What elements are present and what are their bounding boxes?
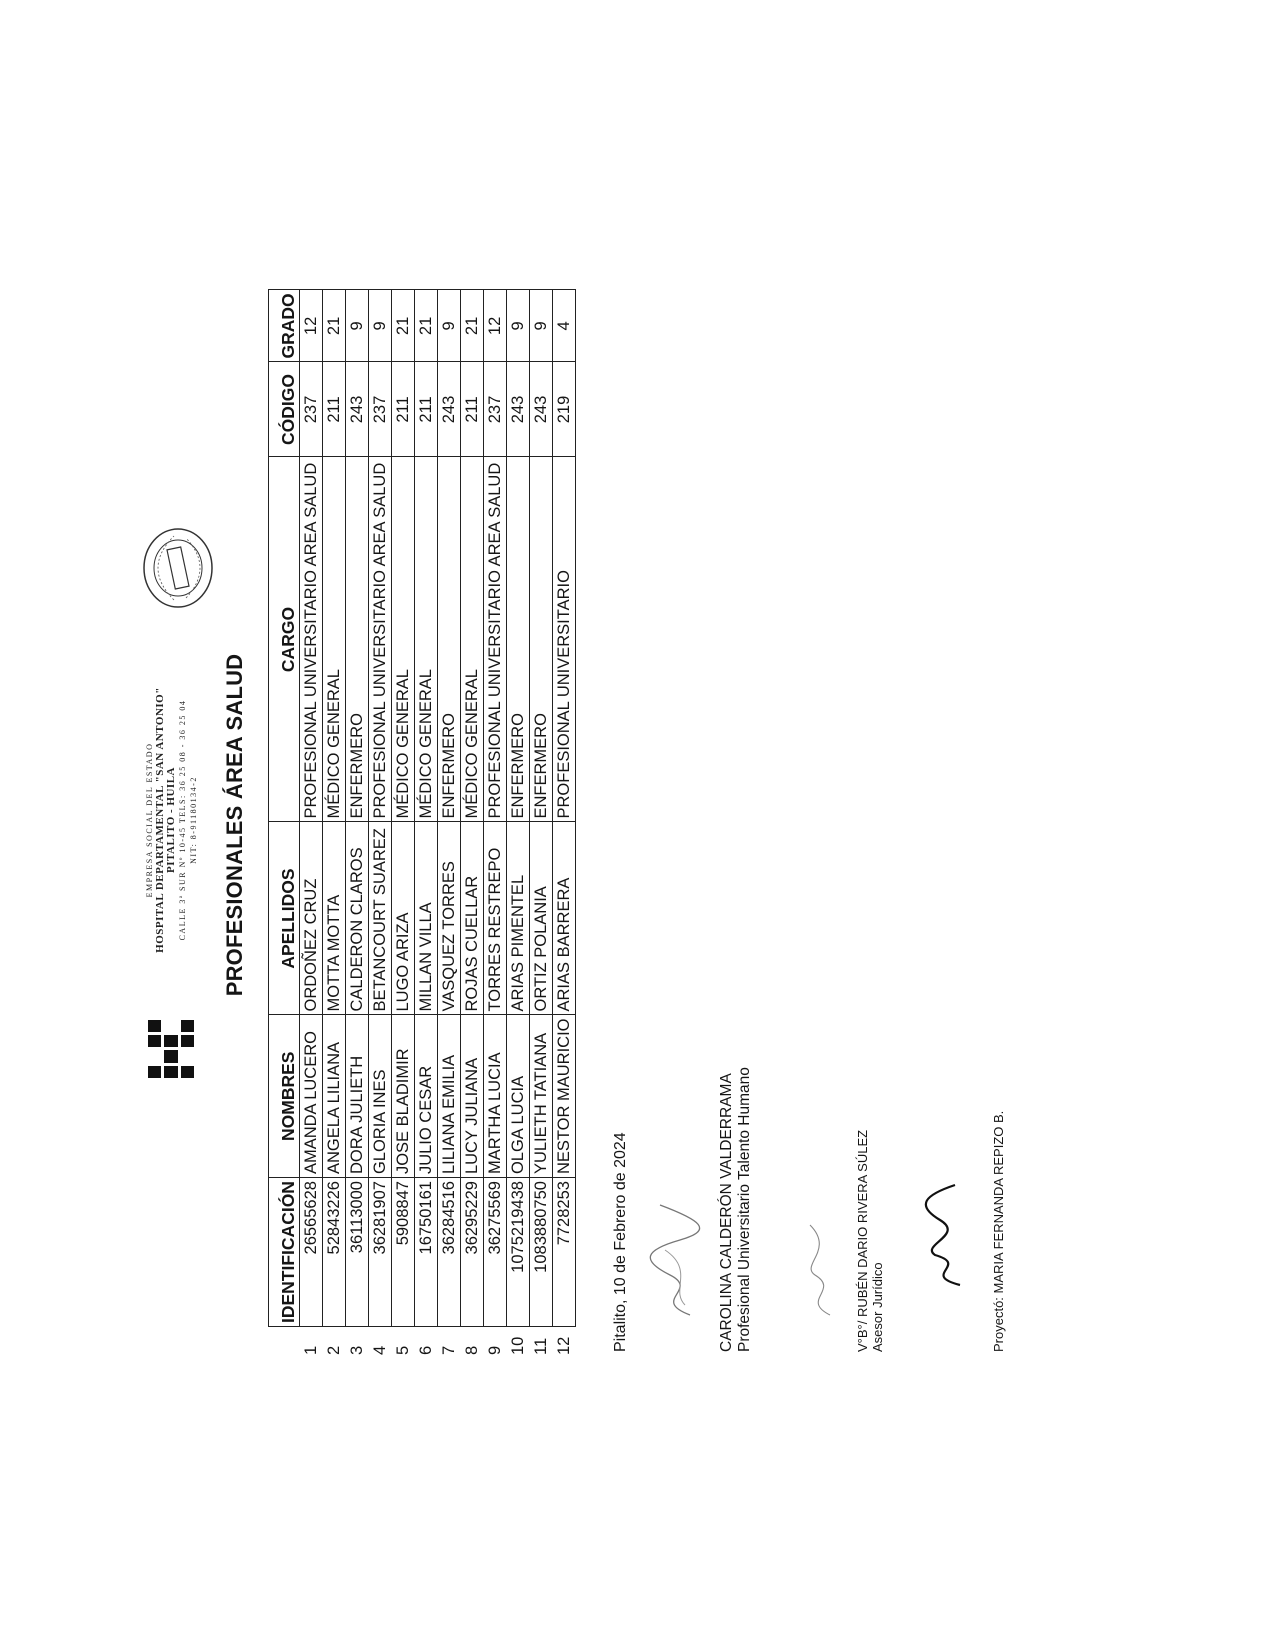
cell-codigo: 237 bbox=[484, 362, 507, 457]
cell-identificacion: 7728253 bbox=[553, 1178, 576, 1327]
cell-codigo: 211 bbox=[323, 362, 346, 457]
cell-grado: 21 bbox=[323, 290, 346, 362]
cell-grado: 4 bbox=[553, 290, 576, 362]
table-row bbox=[438, 290, 461, 1358]
row-number: 5 bbox=[393, 1345, 412, 1355]
document-header bbox=[140, 0, 220, 1650]
cell-grado: 12 bbox=[484, 290, 507, 362]
signature-maria-icon bbox=[915, 1180, 975, 1290]
reviewer-role: Asesor Jurídico bbox=[870, 1262, 885, 1352]
letterhead-line-2: HOSPITAL DEPARTAMENTAL "SAN ANTONIO" bbox=[154, 687, 166, 953]
cell-codigo: 237 bbox=[369, 362, 392, 457]
col-grado: GRADO bbox=[269, 290, 300, 362]
cell-apellidos: ORTIZ POLANIA bbox=[530, 822, 553, 1015]
row-number: 1 bbox=[301, 1345, 320, 1355]
cell-cargo: ENFERMERO bbox=[507, 457, 530, 822]
cell-grado: 9 bbox=[507, 290, 530, 362]
col-apellidos: APELLIDOS bbox=[269, 822, 300, 1015]
cell-grado: 21 bbox=[415, 290, 438, 362]
cell-cargo: PROFESIONAL UNIVERSITARIO bbox=[553, 457, 576, 822]
row-number: 3 bbox=[347, 1345, 366, 1355]
cell-identificacion: 52843226 bbox=[323, 1178, 346, 1327]
cell-nombres: NESTOR MAURICIO bbox=[553, 1015, 576, 1178]
signer-carolina bbox=[718, 1067, 754, 1352]
cell-cargo: ENFERMERO bbox=[530, 457, 553, 822]
cell-codigo: 243 bbox=[507, 362, 530, 457]
col-identificacion: IDENTIFICACIÓN bbox=[269, 1178, 300, 1327]
cell-apellidos: MOTTA MOTTA bbox=[323, 822, 346, 1015]
cell-nombres: MARTHA LUCIA bbox=[484, 1015, 507, 1178]
row-number: 2 bbox=[324, 1345, 343, 1355]
cell-apellidos: ARIAS BARRERA bbox=[553, 822, 576, 1015]
cell-cargo: ENFERMERO bbox=[438, 457, 461, 822]
hospital-letterhead bbox=[144, 630, 199, 1010]
table-row bbox=[553, 290, 576, 1358]
table-row bbox=[484, 290, 507, 1358]
cell-grado: 9 bbox=[438, 290, 461, 362]
row-number: 8 bbox=[462, 1345, 481, 1355]
seal-garantia-icon bbox=[140, 526, 216, 610]
cell-identificacion: 5908847 bbox=[392, 1178, 415, 1327]
document-title: PROFESIONALES ÁREA SALUD bbox=[222, 653, 247, 997]
cell-codigo: 237 bbox=[300, 362, 323, 457]
row-number: 7 bbox=[439, 1345, 458, 1355]
cell-grado: 9 bbox=[530, 290, 553, 362]
cell-grado: 21 bbox=[392, 290, 415, 362]
cell-identificacion: 1075219438 bbox=[507, 1178, 530, 1327]
signature-ruben-icon bbox=[790, 1220, 850, 1320]
row-number: 11 bbox=[531, 1337, 550, 1355]
cell-identificacion: 36275569 bbox=[484, 1178, 507, 1327]
letterhead-line-4: CALLE 3ª SUR Nº 10-45 TELS: 36 25 08 - 36 25 04 bbox=[178, 699, 187, 941]
place-date: Pitalito, 10 de Febrero de 2024 bbox=[612, 1132, 629, 1352]
cell-apellidos: TORRES RESTREPO bbox=[484, 822, 507, 1015]
cell-nombres: GLORIA INES bbox=[369, 1015, 392, 1178]
cell-codigo: 211 bbox=[461, 362, 484, 457]
cell-grado: 9 bbox=[369, 290, 392, 362]
cell-identificacion: 26565628 bbox=[300, 1178, 323, 1327]
cell-nombres: LILIANA EMILIA bbox=[438, 1015, 461, 1178]
cell-identificacion: 16750161 bbox=[415, 1178, 438, 1327]
cell-nombres: LUCY JULIANA bbox=[461, 1015, 484, 1178]
cell-cargo: PROFESIONAL UNIVERSITARIO AREA SALUD bbox=[369, 457, 392, 822]
letterhead-line-5: NIT: 8-91180134-2 bbox=[189, 776, 198, 864]
cell-cargo: MÉDICO GENERAL bbox=[461, 457, 484, 822]
cell-cargo: ENFERMERO bbox=[346, 457, 369, 822]
cell-apellidos: ORDOÑEZ CRUZ bbox=[300, 822, 323, 1015]
cell-codigo: 243 bbox=[346, 362, 369, 457]
col-nombres: NOMBRES bbox=[269, 1015, 300, 1178]
hdsa-logo-icon bbox=[148, 1020, 194, 1078]
cell-identificacion: 36284516 bbox=[438, 1178, 461, 1327]
cell-cargo: PROFESIONAL UNIVERSITARIO AREA SALUD bbox=[484, 457, 507, 822]
cell-nombres: ANGELA LILIANA bbox=[323, 1015, 346, 1178]
cell-apellidos: ARIAS PIMENTEL bbox=[507, 822, 530, 1015]
cell-nombres: DORA JULIETH bbox=[346, 1015, 369, 1178]
cell-identificacion: 36295229 bbox=[461, 1178, 484, 1327]
proyecto-line: Proyectó: MARIA FERNANDA REPIZO B. bbox=[991, 1110, 1006, 1352]
cell-cargo: MÉDICO GENERAL bbox=[392, 457, 415, 822]
cell-apellidos: CALDERON CLAROS bbox=[346, 822, 369, 1015]
row-number: 10 bbox=[508, 1336, 527, 1355]
cell-cargo: MÉDICO GENERAL bbox=[415, 457, 438, 822]
cell-nombres: JOSE BLADIMIR bbox=[392, 1015, 415, 1178]
row-number: 6 bbox=[416, 1345, 435, 1355]
row-number: 12 bbox=[554, 1336, 573, 1355]
table-row bbox=[461, 290, 484, 1358]
cell-nombres: YULIETH TATIANA bbox=[530, 1015, 553, 1178]
cell-identificacion: 1083880750 bbox=[530, 1178, 553, 1327]
cell-nombres: OLGA LUCIA bbox=[507, 1015, 530, 1178]
table-row bbox=[415, 290, 438, 1358]
table-row bbox=[300, 290, 323, 1358]
professionals-table bbox=[268, 289, 576, 1358]
table-row bbox=[507, 290, 530, 1358]
cell-cargo: MÉDICO GENERAL bbox=[323, 457, 346, 822]
cell-identificacion: 36113000 bbox=[346, 1178, 369, 1327]
row-number: 9 bbox=[485, 1345, 504, 1355]
cell-apellidos: BETANCOURT SUAREZ bbox=[369, 822, 392, 1015]
reviewer-ruben bbox=[855, 1130, 885, 1352]
cell-identificacion: 36281907 bbox=[369, 1178, 392, 1327]
cell-grado: 12 bbox=[300, 290, 323, 362]
cell-codigo: 243 bbox=[530, 362, 553, 457]
table-header-row bbox=[269, 290, 300, 1358]
table-row bbox=[392, 290, 415, 1358]
signer-name: CAROLINA CALDERÓN VALDERRAMA bbox=[718, 1073, 735, 1352]
cell-apellidos: ROJAS CUELLAR bbox=[461, 822, 484, 1015]
cell-grado: 9 bbox=[346, 290, 369, 362]
cell-codigo: 211 bbox=[415, 362, 438, 457]
letterhead-line-3: PITALITO - HUILA bbox=[165, 767, 177, 874]
table-row bbox=[346, 290, 369, 1358]
table-row bbox=[369, 290, 392, 1358]
cell-apellidos: MILLAN VILLA bbox=[415, 822, 438, 1015]
cell-nombres: AMANDA LUCERO bbox=[300, 1015, 323, 1178]
cell-codigo: 243 bbox=[438, 362, 461, 457]
cell-apellidos: LUGO ARIZA bbox=[392, 822, 415, 1015]
row-number: 4 bbox=[370, 1345, 389, 1355]
table-row bbox=[530, 290, 553, 1358]
cell-codigo: 219 bbox=[553, 362, 576, 457]
cell-apellidos: VASQUEZ TORRES bbox=[438, 822, 461, 1015]
cell-grado: 21 bbox=[461, 290, 484, 362]
signer-role: Profesional Universitario Talento Humano bbox=[736, 1067, 753, 1352]
cell-cargo: PROFESIONAL UNIVERSITARIO AREA SALUD bbox=[300, 457, 323, 822]
reviewer-name: V°B°/ RUBÉN DARIO RIVERA SÚLEZ bbox=[855, 1129, 870, 1352]
signature-carolina-icon bbox=[640, 1200, 710, 1320]
cell-nombres: JULIO CESAR bbox=[415, 1015, 438, 1178]
col-cargo: CARGO bbox=[269, 457, 300, 822]
table-row bbox=[323, 290, 346, 1358]
cell-codigo: 211 bbox=[392, 362, 415, 457]
col-codigo: CÓDIGO bbox=[269, 362, 300, 457]
letterhead-line-1: EMPRESA SOCIAL DEL ESTADO bbox=[145, 742, 154, 898]
